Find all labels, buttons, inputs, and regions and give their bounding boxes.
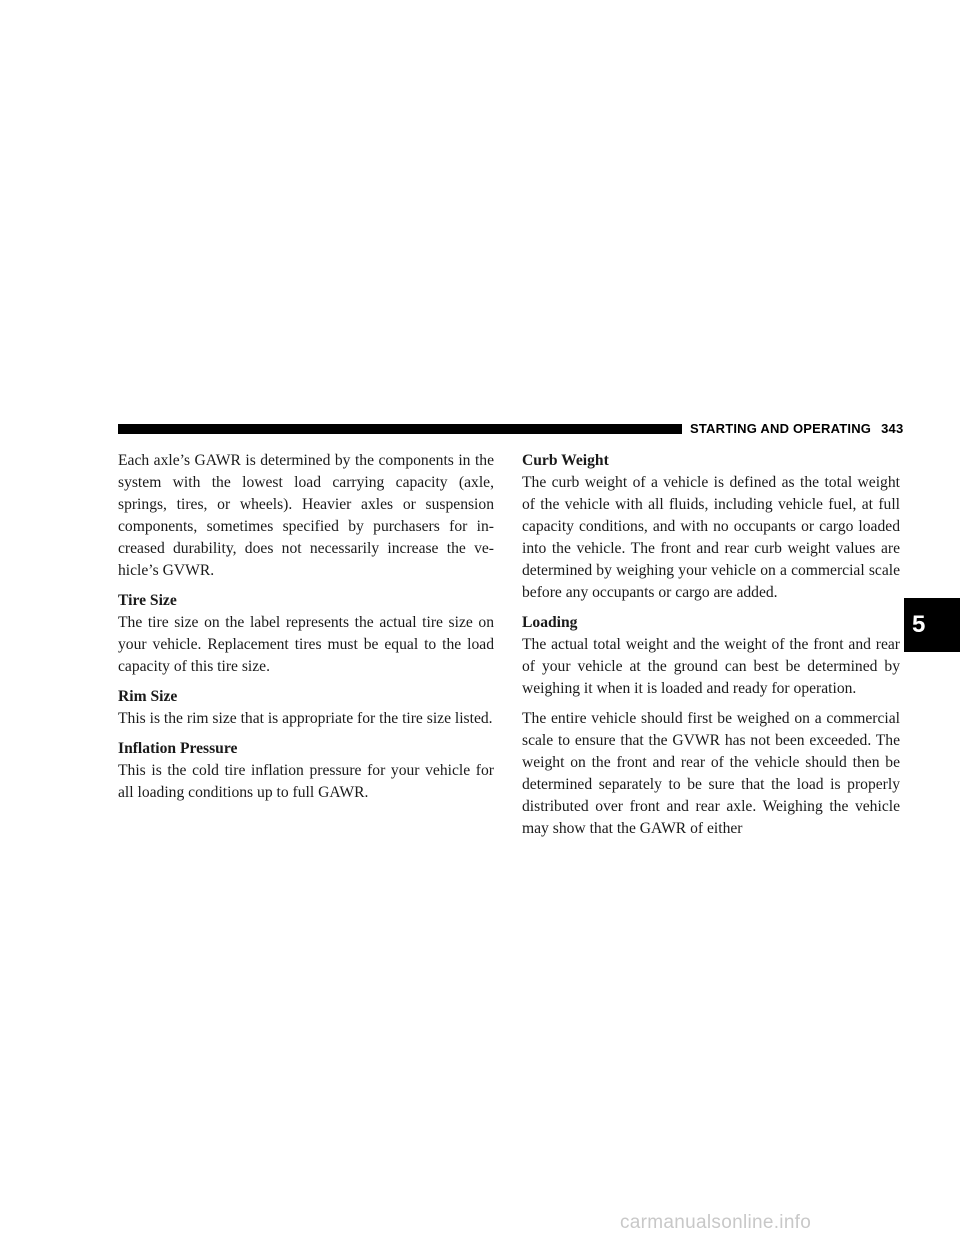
section-body-tire-size: The tire size on the label represents the actual tire size on your vehicle. Replacement tires must be equal to the load capacity of this tire size. <box>118 614 494 675</box>
chapter-tab <box>904 598 960 652</box>
page-number: 343 <box>881 421 904 436</box>
section-body-inflation-pressure: This is the cold tire inflation pressure for your vehicle for all loading conditions up to full GAWR. <box>118 762 494 801</box>
section-heading-rim-size: Rim Size <box>118 688 178 705</box>
section-heading-curb-weight: Curb Weight <box>522 452 609 469</box>
section-body-rim-size: This is the rim size that is appropriate for the tire size listed. <box>118 710 493 727</box>
left-column <box>118 450 494 812</box>
section-body-loading: The actual total weight and the weight of the front and rear of your vehicle at the ground can best be determined by weighing it when it is loaded and ready for operation. <box>522 636 900 697</box>
closing-paragraph: The entire vehicle should first be weighed on a commercial scale to ensure that the GVWR has not been exceeded. The weight on the front and rear of the vehicle should then be determined separately to be sure that the load is properly distributed over front and rear axle. Weighing the vehicle may show that the GAWR of either <box>522 710 900 837</box>
section-heading-inflation-pressure: Inflation Pressure <box>118 740 238 757</box>
section-body-curb-weight: The curb weight of a vehicle is defined as the total weight of the vehicle with all fluids, including vehicle fuel, at full capacity conditions, and with no occupants or cargo loaded into the vehicle. The front and rear curb weight values are determined by weighing your vehicle on a commercial scale before any occupants or cargo are added. <box>522 474 900 601</box>
section-heading-tire-size: Tire Size <box>118 592 177 609</box>
watermark-text: carmanualsonline.info <box>620 1212 812 1233</box>
chapter-number: 5 <box>912 611 926 638</box>
header-rule <box>118 424 682 434</box>
intro-paragraph: Each axle’s GAWR is determined by the components in the system with the lowest load carrying capacity (axle, springs, tires, or wheels). Heavier axles or suspension components, sometimes specified by purchasers for increased durability, does not necessarily increase the vehicle’s GVWR. <box>118 452 494 579</box>
right-column <box>522 450 900 848</box>
section-heading-loading: Loading <box>522 614 578 631</box>
section-title: STARTING AND OPERATING <box>690 421 872 436</box>
running-header <box>690 421 910 437</box>
